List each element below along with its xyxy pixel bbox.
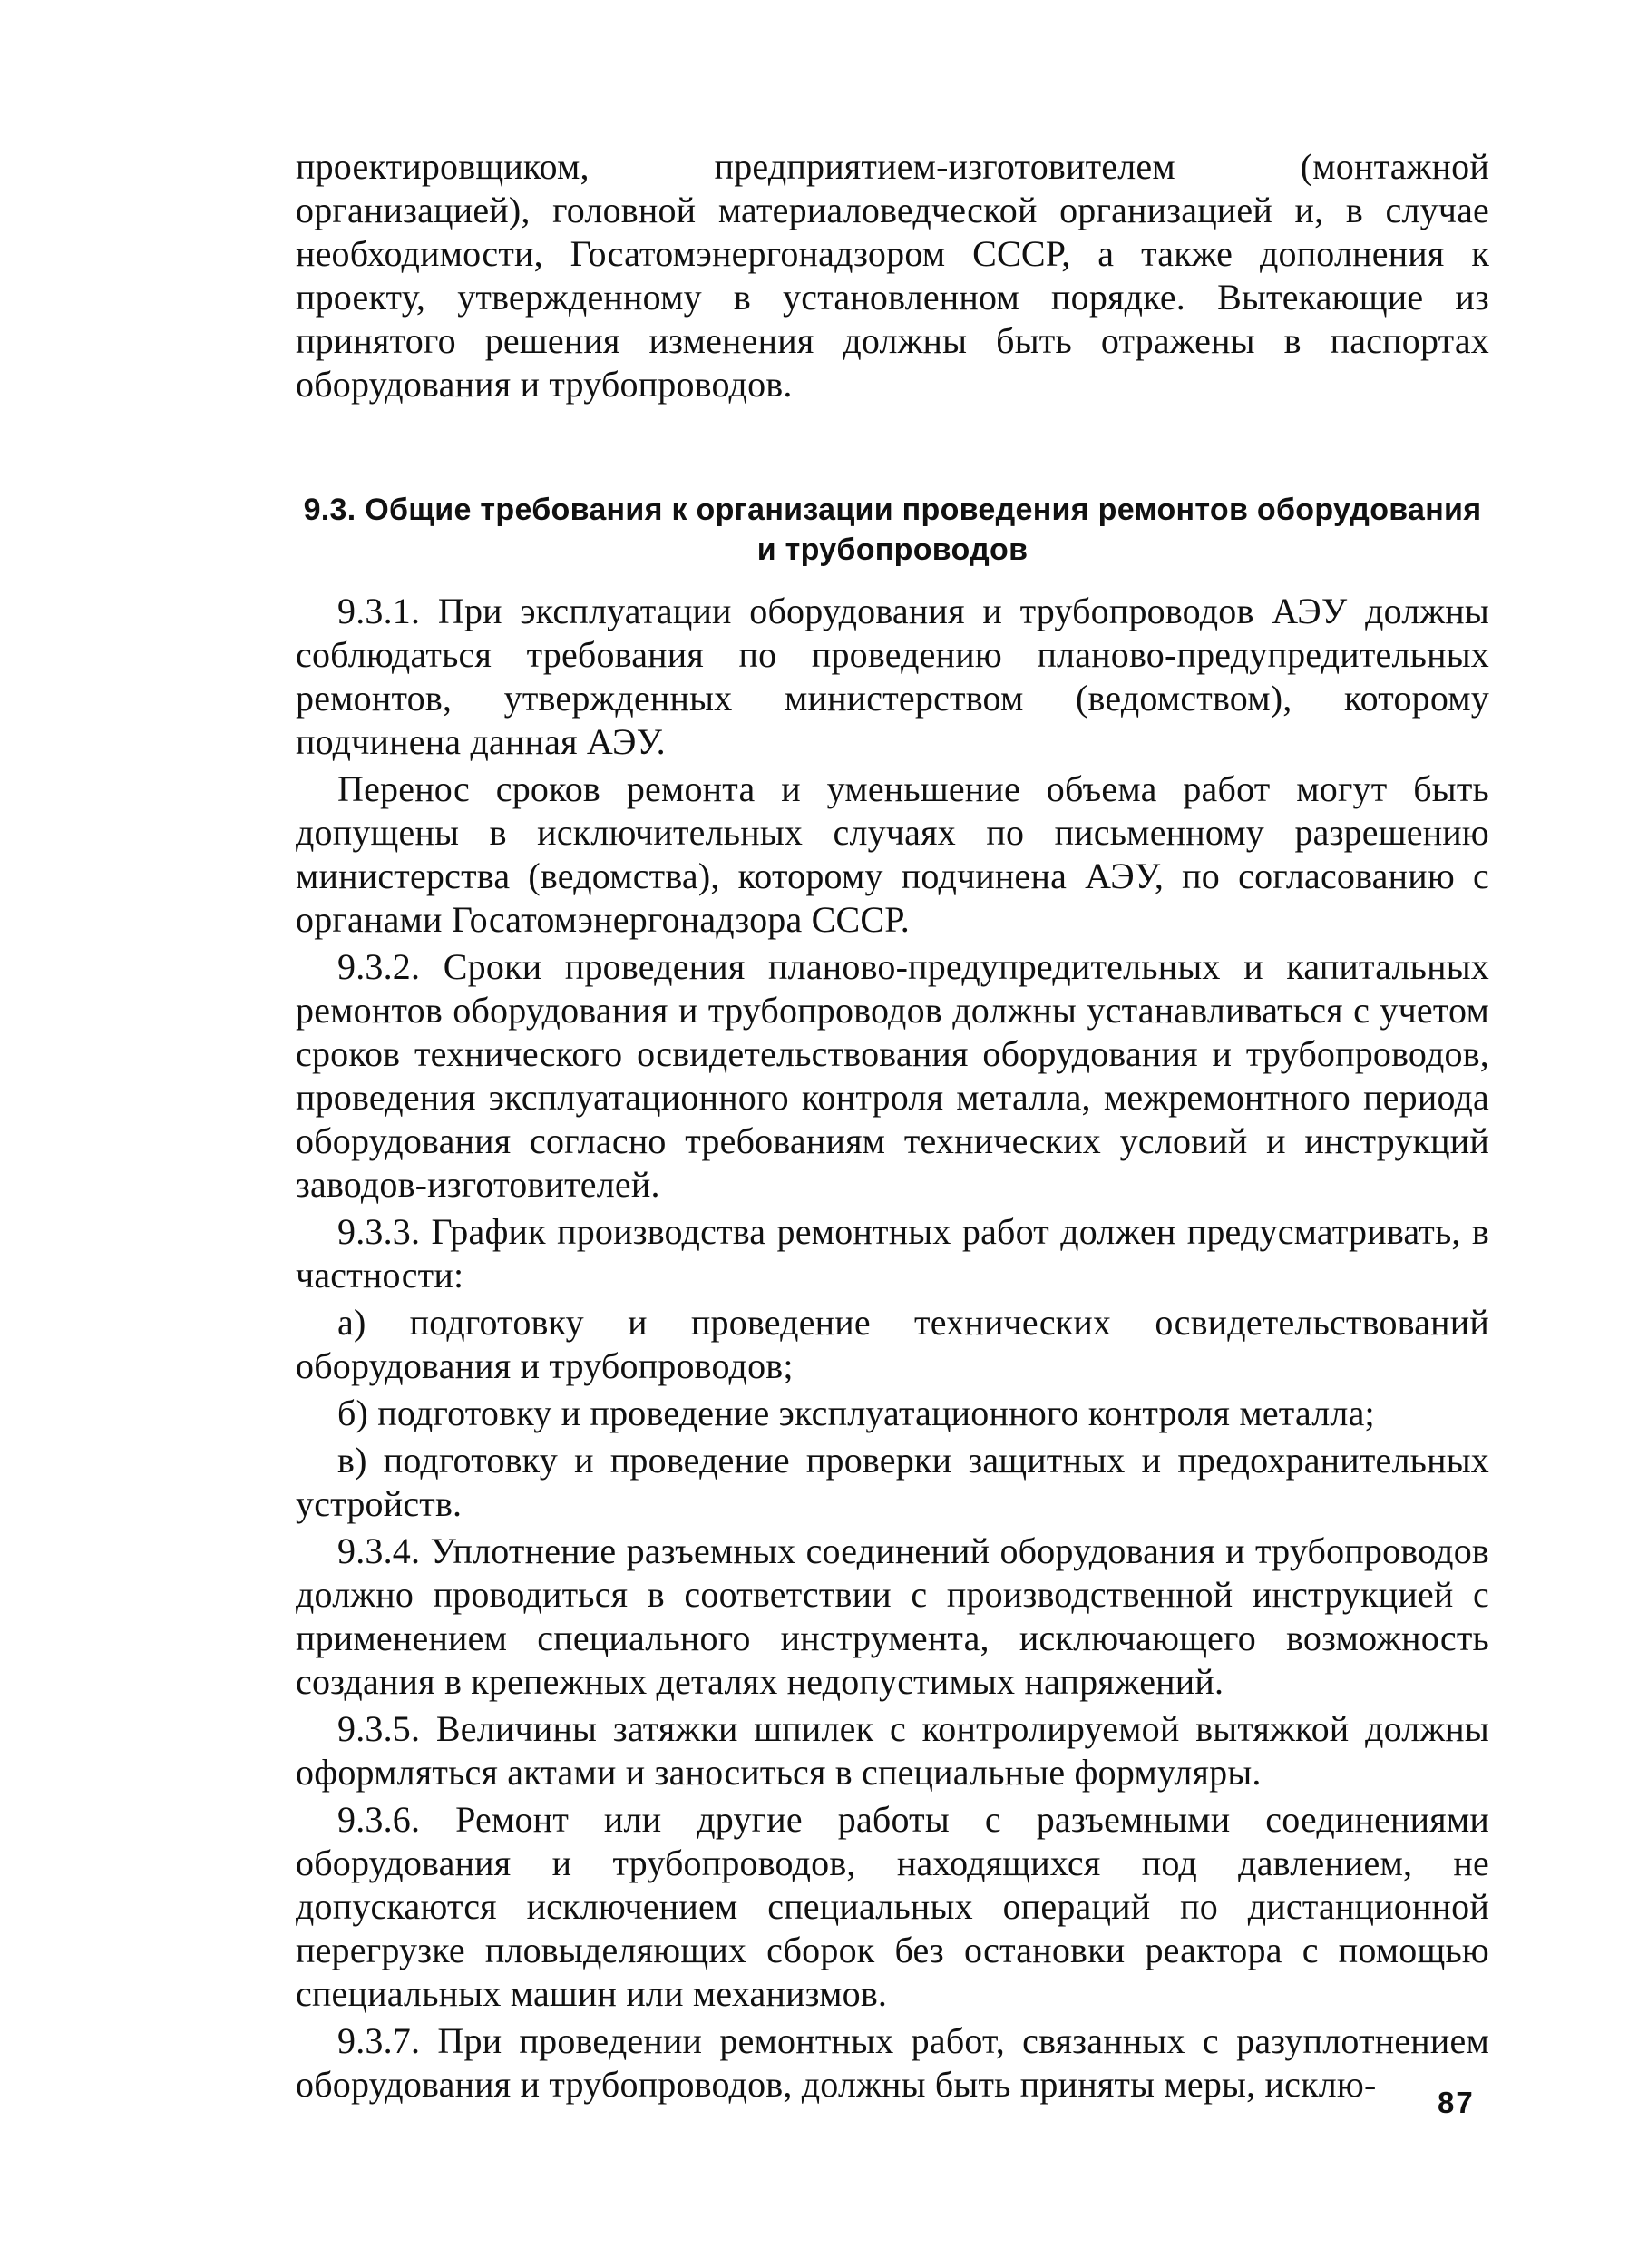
paragraph-9-3-7: 9.3.7. При проведении ремонтных работ, связанных с разуплотнением оборудования и трубопроводов, должны быть приняты меры, исклю- [296, 2020, 1489, 2105]
intro-block [296, 145, 1489, 406]
section-body [296, 590, 1489, 2107]
paragraph-9-3-3: 9.3.3. График производства ремонтных работ должен предусматривать, в частности: [296, 1211, 1489, 1295]
paragraph-9-3-1: 9.3.1. При эксплуатации оборудования и трубопроводов АЭУ должны соблюдаться требования по проведению планово-предупредительных ремонтов, утвержденных министерством (ведомством), которому подчинена данная АЭУ. [296, 591, 1489, 762]
paragraph-9-3-4: 9.3.4. Уплотнение разъемных соединений оборудования и трубопроводов должно проводиться в соответствии с производственной инструкцией с применением специального инструмента, исключающего возможность создания в крепежных деталях недопустимых напряжений. [296, 1530, 1489, 1702]
paragraph-transfer: Перенос сроков ремонта и уменьшение объема работ могут быть допущены в исключительных случаях по письменному разрешению министерства (ведомства), которому подчинена АЭУ, по согласованию с органами Госатомэнергонадзора СССР. [296, 768, 1489, 940]
paragraph-9-3-5: 9.3.5. Величины затяжки шпилек с контролируемой вытяжкой должны оформляться актами и заноситься в специальные формуляры. [296, 1708, 1489, 1793]
list-item-b: б) подготовку и проведение эксплуатационного контроля металла; [337, 1393, 1375, 1433]
intro-paragraph: проектировщиком, предприятием-изготовителем (монтажной организацией), головной материаловедческой организацией и, в случае необходимости, Госатомэнергонадзором СССР, а также дополнения к проекту, утвержденному в установленном порядке. Вытекающие из принятого решения изменения должны быть отражены в паспортах оборудования и трубопроводов. [296, 146, 1489, 405]
list-item-v: в) подготовку и проведение проверки защитных и предохранительных устройств. [296, 1440, 1489, 1524]
page-number: 87 [1438, 2086, 1475, 2119]
paragraph-9-3-6: 9.3.6. Ремонт или другие работы с разъемными соединениями оборудования и трубопроводов, находящихся под давлением, не допускаются исключением специальных операций по дистанционной перегрузке пловыделяющих сборок без остановки реактора с помощью специальных машин или механизмов. [296, 1799, 1489, 2014]
list-item-a: а) подготовку и проведение технических освидетельствований оборудования и трубопроводов; [296, 1302, 1489, 1386]
section-heading: 9.3. Общие требования к организации проведения ремонтов оборудования и трубопроводов [303, 493, 1482, 567]
paragraph-9-3-2: 9.3.2. Сроки проведения планово-предупредительных и капитальных ремонтов оборудования и трубопроводов должны устанавливаться с учетом сроков технического освидетельствования оборудования и трубопроводов, проведения эксплуатационного контроля металла, межремонтного периода оборудования согласно требованиям технических условий и инструкций заводов-изготовителей. [296, 946, 1489, 1205]
